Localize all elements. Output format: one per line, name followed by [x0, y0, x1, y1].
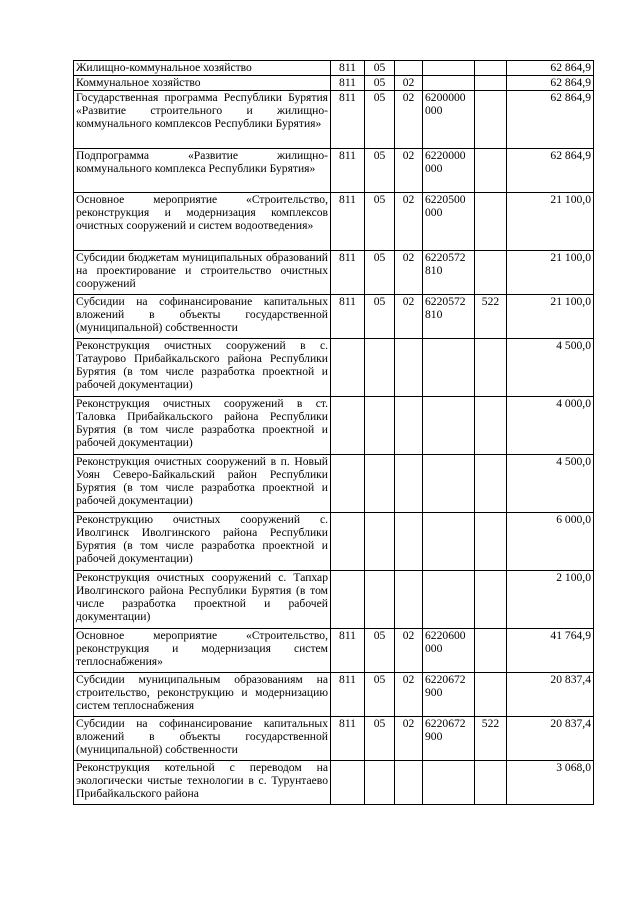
- expense-type-code: [475, 76, 507, 91]
- budget-document-page: [73, 60, 593, 805]
- table-row: [74, 455, 594, 513]
- target-article-code: 6220600 000: [423, 629, 475, 673]
- table-row: [74, 571, 594, 629]
- subsection-code: 02: [395, 295, 423, 339]
- table-row: [74, 91, 594, 149]
- expense-name: Реконструкция котельной с переводом на экологически чистые технологии в с. Турунтаево Прибайкальского района: [74, 761, 331, 805]
- expense-name: Реконструкция очистных сооружений в ст. Таловка Прибайкальского района Республики Бурятия (в том числе разработка проектной и рабочей документации): [74, 397, 331, 455]
- section-code: [365, 455, 395, 513]
- subsection-code: [395, 513, 423, 571]
- ministry-code: 811: [331, 76, 365, 91]
- expense-name: Коммунальное хозяйство: [74, 76, 331, 91]
- section-code: 05: [365, 717, 395, 761]
- expense-name: Субсидии бюджетам муниципальных образований на проектирование и строительство очистных сооружений: [74, 251, 331, 295]
- section-code: 05: [365, 193, 395, 251]
- target-article-code: [423, 761, 475, 805]
- ministry-code: 811: [331, 91, 365, 149]
- expense-type-code: [475, 571, 507, 629]
- section-code: 05: [365, 629, 395, 673]
- amount: 4 500,0: [507, 339, 594, 397]
- section-code: 05: [365, 673, 395, 717]
- amount: 3 068,0: [507, 761, 594, 805]
- target-article-code: [423, 513, 475, 571]
- amount: 62 864,9: [507, 76, 594, 91]
- ministry-code: [331, 571, 365, 629]
- subsection-code: [395, 455, 423, 513]
- expense-type-code: [475, 513, 507, 571]
- subsection-code: 02: [395, 673, 423, 717]
- ministry-code: 811: [331, 251, 365, 295]
- amount: 20 837,4: [507, 717, 594, 761]
- section-code: [365, 761, 395, 805]
- section-code: 05: [365, 61, 395, 76]
- expense-name: Подпрограмма «Развитие жилищно-коммунального комплекса Республики Бурятия»: [74, 149, 331, 193]
- expense-name: Основное мероприятие «Строительство, реконструкция и модернизация систем теплоснабжения»: [74, 629, 331, 673]
- expense-name: Реконструкция очистных сооружений в с. Татаурово Прибайкальского района Республики Бурятия (в том числе разработка проектной и рабочей документации): [74, 339, 331, 397]
- amount: 62 864,9: [507, 61, 594, 76]
- expense-name: Жилищно-коммунальное хозяйство: [74, 61, 331, 76]
- subsection-code: 02: [395, 193, 423, 251]
- ministry-code: [331, 339, 365, 397]
- ministry-code: [331, 761, 365, 805]
- amount: 4 500,0: [507, 455, 594, 513]
- ministry-code: 811: [331, 193, 365, 251]
- expense-type-code: [475, 339, 507, 397]
- section-code: [365, 513, 395, 571]
- section-code: [365, 339, 395, 397]
- subsection-code: 02: [395, 251, 423, 295]
- ministry-code: 811: [331, 61, 365, 76]
- target-article-code: 6220672 900: [423, 673, 475, 717]
- amount: 62 864,9: [507, 91, 594, 149]
- ministry-code: [331, 455, 365, 513]
- expense-name: Субсидии на софинансирование капитальных вложений в объекты государственной (муниципальной) собственности: [74, 717, 331, 761]
- amount: 62 864,9: [507, 149, 594, 193]
- amount: 21 100,0: [507, 251, 594, 295]
- expense-name: Государственная программа Республики Бурятия «Развитие строительного и жилищно-коммунального комплексов Республики Бурятия»: [74, 91, 331, 149]
- target-article-code: 6220500 000: [423, 193, 475, 251]
- expense-type-code: [475, 673, 507, 717]
- expense-type-code: 522: [475, 295, 507, 339]
- expense-type-code: [475, 251, 507, 295]
- section-code: [365, 571, 395, 629]
- target-article-code: 6220572 810: [423, 295, 475, 339]
- subsection-code: 02: [395, 76, 423, 91]
- target-article-code: 6220672 900: [423, 717, 475, 761]
- amount: 21 100,0: [507, 295, 594, 339]
- section-code: [365, 397, 395, 455]
- expense-name: Субсидии на софинансирование капитальных вложений в объекты государственной (муниципальной) собственности: [74, 295, 331, 339]
- table-row: [74, 295, 594, 339]
- subsection-code: 02: [395, 629, 423, 673]
- expense-type-code: [475, 761, 507, 805]
- expense-type-code: 522: [475, 717, 507, 761]
- amount: 4 000,0: [507, 397, 594, 455]
- expense-name: Реконструкция очистных сооружений в п. Новый Уоян Северо-Байкальский район Республики Бурятия (в том числе разработка проектной и рабочей документации): [74, 455, 331, 513]
- amount: 20 837,4: [507, 673, 594, 717]
- amount: 21 100,0: [507, 193, 594, 251]
- expense-name: Реконструкция очистных сооружений с. Тапхар Иволгинского района Республики Бурятия (в том числе разработка проектной и рабочей документации): [74, 571, 331, 629]
- subsection-code: 02: [395, 91, 423, 149]
- ministry-code: [331, 513, 365, 571]
- subsection-code: [395, 571, 423, 629]
- target-article-code: 6200000 000: [423, 91, 475, 149]
- table-row: [74, 397, 594, 455]
- amount: 2 100,0: [507, 571, 594, 629]
- subsection-code: 02: [395, 149, 423, 193]
- expense-type-code: [475, 149, 507, 193]
- budget-table: [73, 60, 594, 805]
- expense-name: Реконструкцию очистных сооружений с. Иволгинск Иволгинского района Республики Бурятия (в том числе разработка проектной и рабочей документации): [74, 513, 331, 571]
- table-row: [74, 149, 594, 193]
- subsection-code: [395, 339, 423, 397]
- table-row: [74, 61, 594, 76]
- section-code: 05: [365, 251, 395, 295]
- amount: 6 000,0: [507, 513, 594, 571]
- expense-type-code: [475, 91, 507, 149]
- table-row: [74, 251, 594, 295]
- expense-name: Основное мероприятие «Строительство, реконструкция и модернизация комплексов очистных сооружений и систем водоотведения»: [74, 193, 331, 251]
- target-article-code: [423, 339, 475, 397]
- ministry-code: 811: [331, 629, 365, 673]
- ministry-code: 811: [331, 673, 365, 717]
- expense-type-code: [475, 193, 507, 251]
- table-row: [74, 193, 594, 251]
- amount: 41 764,9: [507, 629, 594, 673]
- table-row: [74, 717, 594, 761]
- section-code: 05: [365, 91, 395, 149]
- expense-type-code: [475, 629, 507, 673]
- table-row: [74, 673, 594, 717]
- subsection-code: [395, 397, 423, 455]
- target-article-code: [423, 397, 475, 455]
- target-article-code: 6220000 000: [423, 149, 475, 193]
- subsection-code: [395, 61, 423, 76]
- section-code: 05: [365, 295, 395, 339]
- section-code: 05: [365, 76, 395, 91]
- ministry-code: 811: [331, 295, 365, 339]
- subsection-code: 02: [395, 717, 423, 761]
- table-row: [74, 761, 594, 805]
- table-row: [74, 339, 594, 397]
- section-code: 05: [365, 149, 395, 193]
- target-article-code: [423, 455, 475, 513]
- target-article-code: [423, 76, 475, 91]
- ministry-code: 811: [331, 717, 365, 761]
- ministry-code: [331, 397, 365, 455]
- table-row: [74, 629, 594, 673]
- expense-type-code: [475, 61, 507, 76]
- target-article-code: 6220572 810: [423, 251, 475, 295]
- subsection-code: [395, 761, 423, 805]
- expense-name: Субсидии муниципальным образованиям на строительство, реконструкцию и модернизацию систем теплоснабжения: [74, 673, 331, 717]
- table-row: [74, 76, 594, 91]
- expense-type-code: [475, 397, 507, 455]
- target-article-code: [423, 571, 475, 629]
- table-row: [74, 513, 594, 571]
- ministry-code: 811: [331, 149, 365, 193]
- expense-type-code: [475, 455, 507, 513]
- target-article-code: [423, 61, 475, 76]
